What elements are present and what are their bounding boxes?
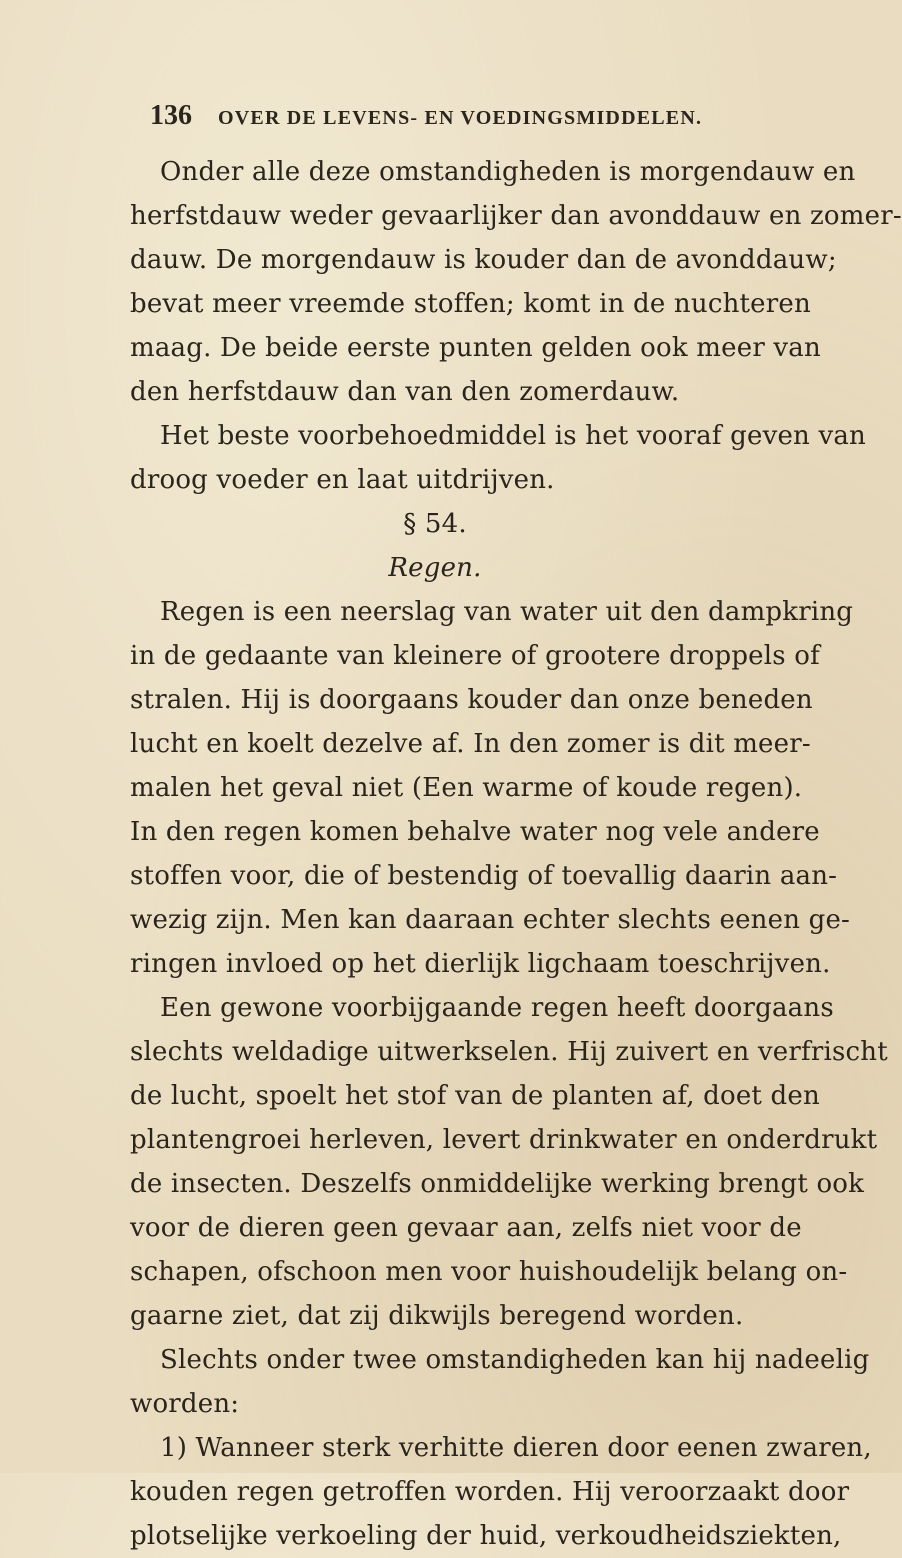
text-line: plantengroei herleven, levert drinkwater en onderdrukt <box>130 1125 878 1155</box>
text-line: de lucht, spoelt het stof van de planten af, doet den <box>130 1081 820 1111</box>
text-line: de insecten. Deszelfs onmiddelijke werking brengt ook <box>130 1169 865 1199</box>
text-line: stoffen voor, die of bestendig of toevallig daarin aan- <box>130 861 838 891</box>
text-line: gaarne ziet, dat zij dikwijls beregend worden. <box>130 1301 744 1331</box>
page-header <box>150 100 750 140</box>
text-line: in de gedaante van kleinere of grootere droppels of <box>130 641 820 671</box>
text-line: wezig zijn. Men kan daaraan echter slechts eenen ge- <box>130 905 851 935</box>
text-line: Een gewone voorbijgaande regen heeft doorgaans <box>160 993 834 1023</box>
text-line: kouden regen getroffen worden. Hij veroorzaakt door <box>130 1477 850 1507</box>
text-line: slechts weldadige uitwerkselen. Hij zuivert en verfrischt <box>130 1037 888 1067</box>
text-line: herfstdauw weder gevaarlijker dan avonddauw en zomer- <box>130 201 902 231</box>
text-line: lucht en koelt dezelve af. In den zomer is dit meer- <box>130 729 811 759</box>
text-line: den herfstdauw dan van den zomerdauw. <box>130 377 680 407</box>
text-line: droog voeder en laat uitdrijven. <box>130 465 555 495</box>
text-line: stralen. Hij is doorgaans kouder dan onze beneden <box>130 685 813 715</box>
text-line: maag. De beide eerste punten gelden ook meer van <box>130 333 821 363</box>
page-body <box>130 150 902 1558</box>
text-line: Onder alle deze omstandigheden is morgendauw en <box>160 157 856 187</box>
text-line: schapen, ofschoon men voor huishoudelijk belang on- <box>130 1257 848 1287</box>
text-line: Het beste voorbehoedmiddel is het vooraf geven van <box>160 421 866 451</box>
text-line: voor de dieren geen gevaar aan, zelfs niet voor de <box>130 1213 802 1243</box>
text-line: Regen is een neerslag van water uit den dampkring <box>160 597 854 627</box>
running-title: OVER DE LEVENS- EN VOEDINGSMIDDELEN. <box>218 107 703 129</box>
text-line: 1) Wanneer sterk verhitte dieren door eenen zwaren, <box>160 1433 872 1463</box>
text-line: worden: <box>130 1389 240 1419</box>
page-number: 136 <box>150 100 192 131</box>
text-line: malen het geval niet (Een warme of koude regen). <box>130 773 803 803</box>
section-number: § 54. <box>403 509 467 539</box>
text-line: In den regen komen behalve water nog vele andere <box>130 817 820 847</box>
text-line: bevat meer vreemde stoffen; komt in de nuchteren <box>130 289 811 319</box>
text-line: dauw. De morgendauw is kouder dan de avonddauw; <box>130 245 837 275</box>
text-line: Slechts onder twee omstandigheden kan hij nadeelig <box>160 1345 870 1375</box>
text-line: plotselijke verkoeling der huid, verkoudheidsziekten, <box>130 1521 842 1551</box>
section-title: Regen. <box>388 553 482 583</box>
text-line: ringen invloed op het dierlijk ligchaam toeschrijven. <box>130 949 831 979</box>
